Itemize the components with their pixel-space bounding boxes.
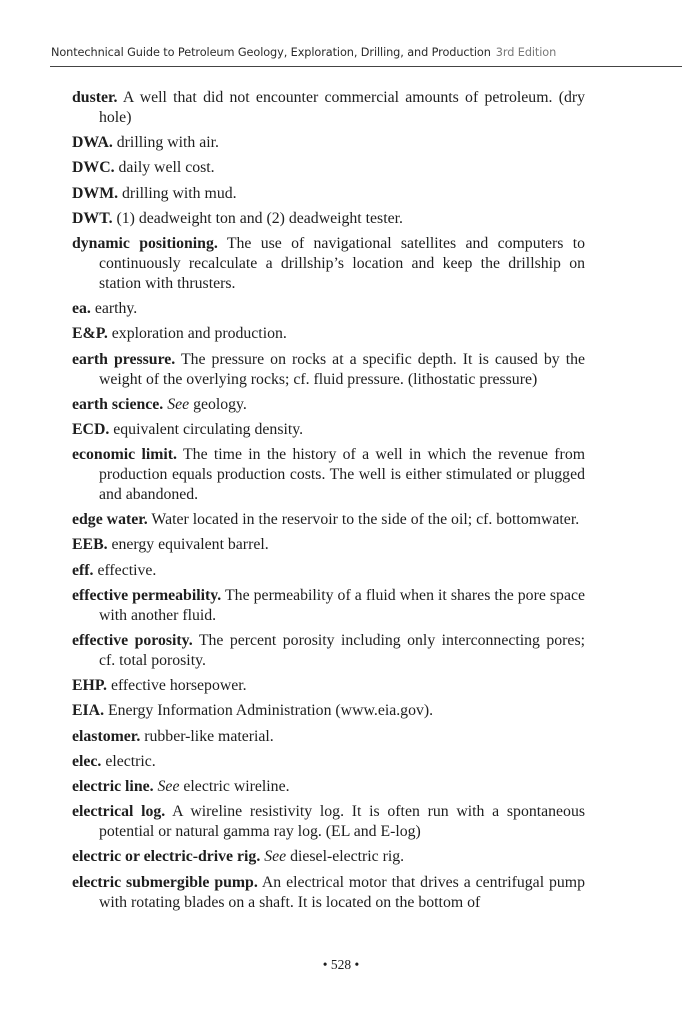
entry-definition: diesel-electric rig. [290,848,405,866]
entry-term: duster. [72,89,118,106]
entry-term: EEB. [72,536,108,554]
entry-definition: The time in the history of a well in which the revenue from production equals production costs. The well is either stimulated or plugged and abandoned. [99,446,585,504]
entry-definition: energy equivalent barrel. [111,536,269,554]
entry-definition: drilling with mud. [122,184,237,202]
glossary-entry [72,350,585,390]
entry-definition: daily well cost. [118,159,215,177]
entry-term: DWM. [72,184,119,202]
entry-definition: geology. [193,395,247,413]
glossary-entry [72,727,585,747]
glossary-entry [72,209,585,229]
entry-definition: The use of navigational satellites and computers to continuously recalculate a drillship’s location and keep the drillship on station with thrusters. [99,234,585,292]
entry-term: DWC. [72,159,115,177]
glossary-entry [72,445,585,505]
entry-term: economic limit. [72,446,178,464]
glossary-entries [72,88,585,918]
entry-definition: equivalent circulating density. [113,420,304,438]
see-reference: See [264,848,287,866]
entry-term: eff. [72,561,94,579]
glossary-entry [72,847,585,867]
entry-definition: drilling with air. [116,134,219,152]
entry-term: elastomer. [72,727,141,745]
glossary-entry [72,133,585,153]
entry-definition: exploration and production. [111,325,287,343]
entry-term: edge water. [72,511,148,529]
entry-term: electrical log. [72,803,166,821]
entry-definition: The percent porosity including only interconnecting pores; cf. total porosity. [99,632,585,669]
glossary-entry [72,324,585,344]
entry-definition: A wireline resistivity log. It is often run with a spontaneous potential or natural gamma ray log. (EL and E-log) [99,803,586,841]
entry-term: ECD. [72,420,110,438]
entry-definition: The pressure on rocks at a specific depth. It is caused by the weight of the overlying rocks; cf. fluid pressure. (lithostatic pressure) [99,350,585,388]
entry-definition: An electrical motor that drives a centrifugal pump with rotating blades on a shaft. It is located on the bottom of [99,873,585,911]
glossary-entry [72,701,585,721]
entry-definition: earthy. [94,300,138,318]
entry-term: DWT. [72,209,113,227]
entry-term: DWA. [72,134,113,152]
glossary-entry [72,631,585,671]
entry-definition: Water located in the reservoir to the side of the oil; cf. bottomwater. [151,511,580,529]
entry-term: electric line. [72,777,154,795]
entry-term: electric submergible pump. [72,873,258,891]
entry-term: earth pressure. [72,350,176,368]
glossary-entry [72,395,585,415]
glossary-entry [72,234,585,294]
entry-term: E&P. [72,325,108,343]
entry-definition: (1) deadweight ton and (2) deadweight tester. [116,209,403,227]
edition-label: 3rd Edition [495,46,557,59]
see-reference: See [167,395,190,413]
entry-term: electric or electric-drive rig. [72,848,261,866]
glossary-entry [72,158,585,178]
glossary-entry [72,777,585,797]
glossary-entry [72,535,585,555]
glossary-entry [72,88,585,128]
entry-definition: effective. [97,561,157,579]
entry-term: EHP. [72,677,107,695]
entry-term: elec. [72,752,102,770]
entry-term: EIA. [72,702,105,720]
glossary-entry [72,676,585,696]
entry-definition: electric wireline. [183,777,290,795]
entry-definition: rubber-like material. [144,727,274,745]
entry-definition: The permeability of a fluid when it shares the pore space with another fluid. [99,586,585,624]
glossary-entry [72,586,585,626]
see-reference: See [157,777,180,795]
entry-term: dynamic positioning. [72,234,218,252]
entry-definition: Energy Information Administration (www.eia.gov). [108,702,434,720]
glossary-entry [72,752,585,772]
glossary-entry [72,802,585,842]
glossary-entry [72,510,585,530]
running-head [51,46,682,59]
entry-definition: electric. [105,752,156,770]
page-number: • 528 • [322,957,360,972]
glossary-entry [72,561,585,581]
entry-definition: effective horsepower. [110,677,247,695]
glossary-entry [72,420,585,440]
glossary-entry [72,873,585,913]
glossary-entry [72,299,585,319]
header-rule [50,66,682,67]
entry-term: earth science. [72,395,164,413]
entry-term: ea. [72,300,91,318]
entry-definition: A well that did not encounter commercial amounts of petroleum. (dry hole) [99,89,586,126]
entry-term: effective permeability. [72,586,222,604]
book-title: Nontechnical Guide to Petroleum Geology, Exploration, Drilling, and Production [51,46,491,59]
entry-term: effective porosity. [72,632,193,649]
glossary-entry [72,184,585,204]
